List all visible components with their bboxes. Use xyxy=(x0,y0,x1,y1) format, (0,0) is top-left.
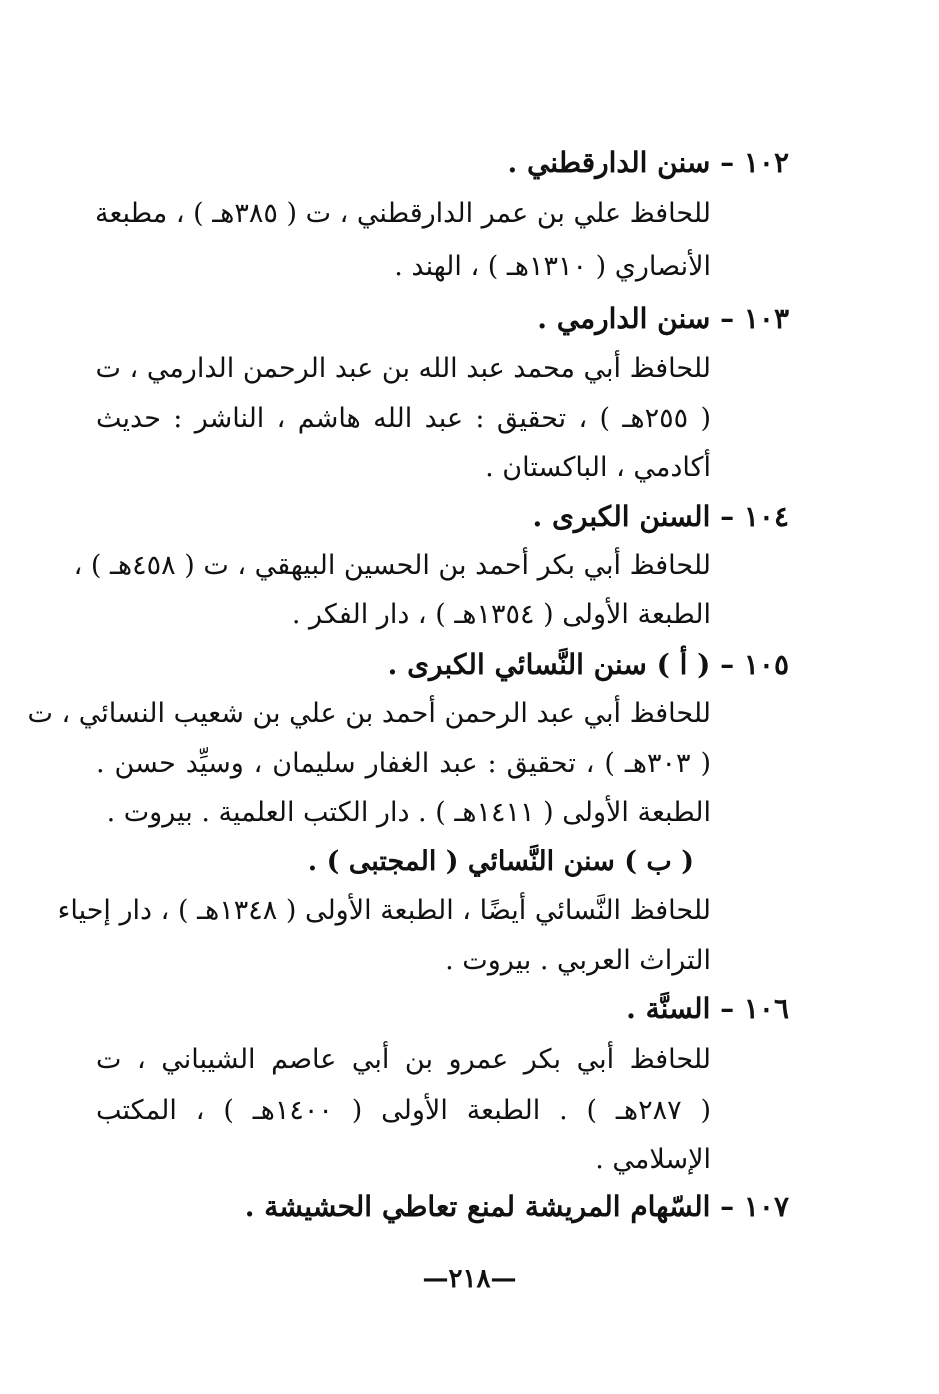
entry-text-line: ( ٣٠٣هـ ) ، تحقيق : عبد الغفار سليمان ، وسيِّد حسن . xyxy=(96,748,711,779)
page-number: —٢١٨— xyxy=(422,1264,517,1294)
entry-subheading: ( ب ) سنن النَّسائي ( المجتبى ) . xyxy=(307,846,694,877)
entry-heading-106 xyxy=(626,992,789,1026)
entry-heading-103 xyxy=(537,302,789,336)
entry-dash: – xyxy=(720,1190,735,1223)
entry-text-line: أكادمي ، الباكستان . xyxy=(485,452,711,483)
entry-text-line: للحافظ أبي عبد الرحمن أحمد بن علي بن شعيب النسائي ، ت xyxy=(27,698,711,729)
entry-text-line: الأنصاري ( ١٣١٠هـ ) ، الهند . xyxy=(394,251,711,282)
entry-number: ١٠٧ xyxy=(743,1190,789,1223)
entry-text-line: التراث العربي . بيروت . xyxy=(445,945,711,976)
entry-text-line: للحافظ أبي بكر عمرو بن أبي عاصم الشيباني ، ت xyxy=(96,1044,711,1075)
entry-number: ١٠٥ xyxy=(743,648,789,681)
entry-title: السنَّة . xyxy=(626,992,711,1025)
entry-title: ( أ ) سنن النَّسائي الكبرى . xyxy=(387,648,711,681)
entry-title: السنن الكبرى . xyxy=(532,500,711,533)
entry-heading-105 xyxy=(388,648,789,682)
entry-number: ١٠٣ xyxy=(743,302,789,335)
entry-text-line: ( ٢٨٧هـ ) . الطبعة الأولى ( ١٤٠٠هـ ) ، المكتب xyxy=(96,1095,711,1126)
entry-number: ١٠٢ xyxy=(743,146,789,179)
entry-dash: – xyxy=(720,992,735,1025)
entry-dash: – xyxy=(720,146,735,179)
entry-dash: – xyxy=(720,648,735,681)
entry-text-line: الطبعة الأولى ( ١٣٥٤هـ ) ، دار الفكر . xyxy=(291,599,711,630)
entry-text-line: للحافظ النَّسائي أيضًا ، الطبعة الأولى ( ١٣٤٨هـ ) ، دار إحياء xyxy=(57,895,711,926)
entry-text-line: ( ٢٥٥هـ ) ، تحقيق : عبد الله هاشم ، الناشر : حديث xyxy=(96,403,711,434)
entry-text-line: للحافظ علي بن عمر الدارقطني ، ت ( ٣٨٥هـ ) ، مطبعة xyxy=(95,198,711,229)
entry-heading-104 xyxy=(532,500,789,534)
entry-title: السّهام المريشة لمنع تعاطي الحشيشة . xyxy=(244,1190,711,1223)
entry-heading-102 xyxy=(507,146,789,180)
entry-number: ١٠٦ xyxy=(743,992,789,1025)
entry-text-line: للحافظ أبي محمد عبد الله بن عبد الرحمن الدارمي ، ت xyxy=(95,353,711,384)
entry-number: ١٠٤ xyxy=(743,500,789,533)
entry-heading-107 xyxy=(245,1190,789,1224)
entry-dash: – xyxy=(720,500,735,533)
entry-text-line: للحافظ أبي بكر أحمد بن الحسين البيهقي ، ت ( ٤٥٨هـ ) ، xyxy=(73,550,711,581)
entry-dash: – xyxy=(720,302,735,335)
entry-text-line: الطبعة الأولى ( ١٤١١هـ ) . دار الكتب العلمية . بيروت . xyxy=(106,797,711,828)
entry-title: سنن الدارقطني . xyxy=(507,146,711,179)
entry-text-line: الإسلامي . xyxy=(595,1144,711,1175)
entry-title: سنن الدارمي . xyxy=(537,302,711,335)
